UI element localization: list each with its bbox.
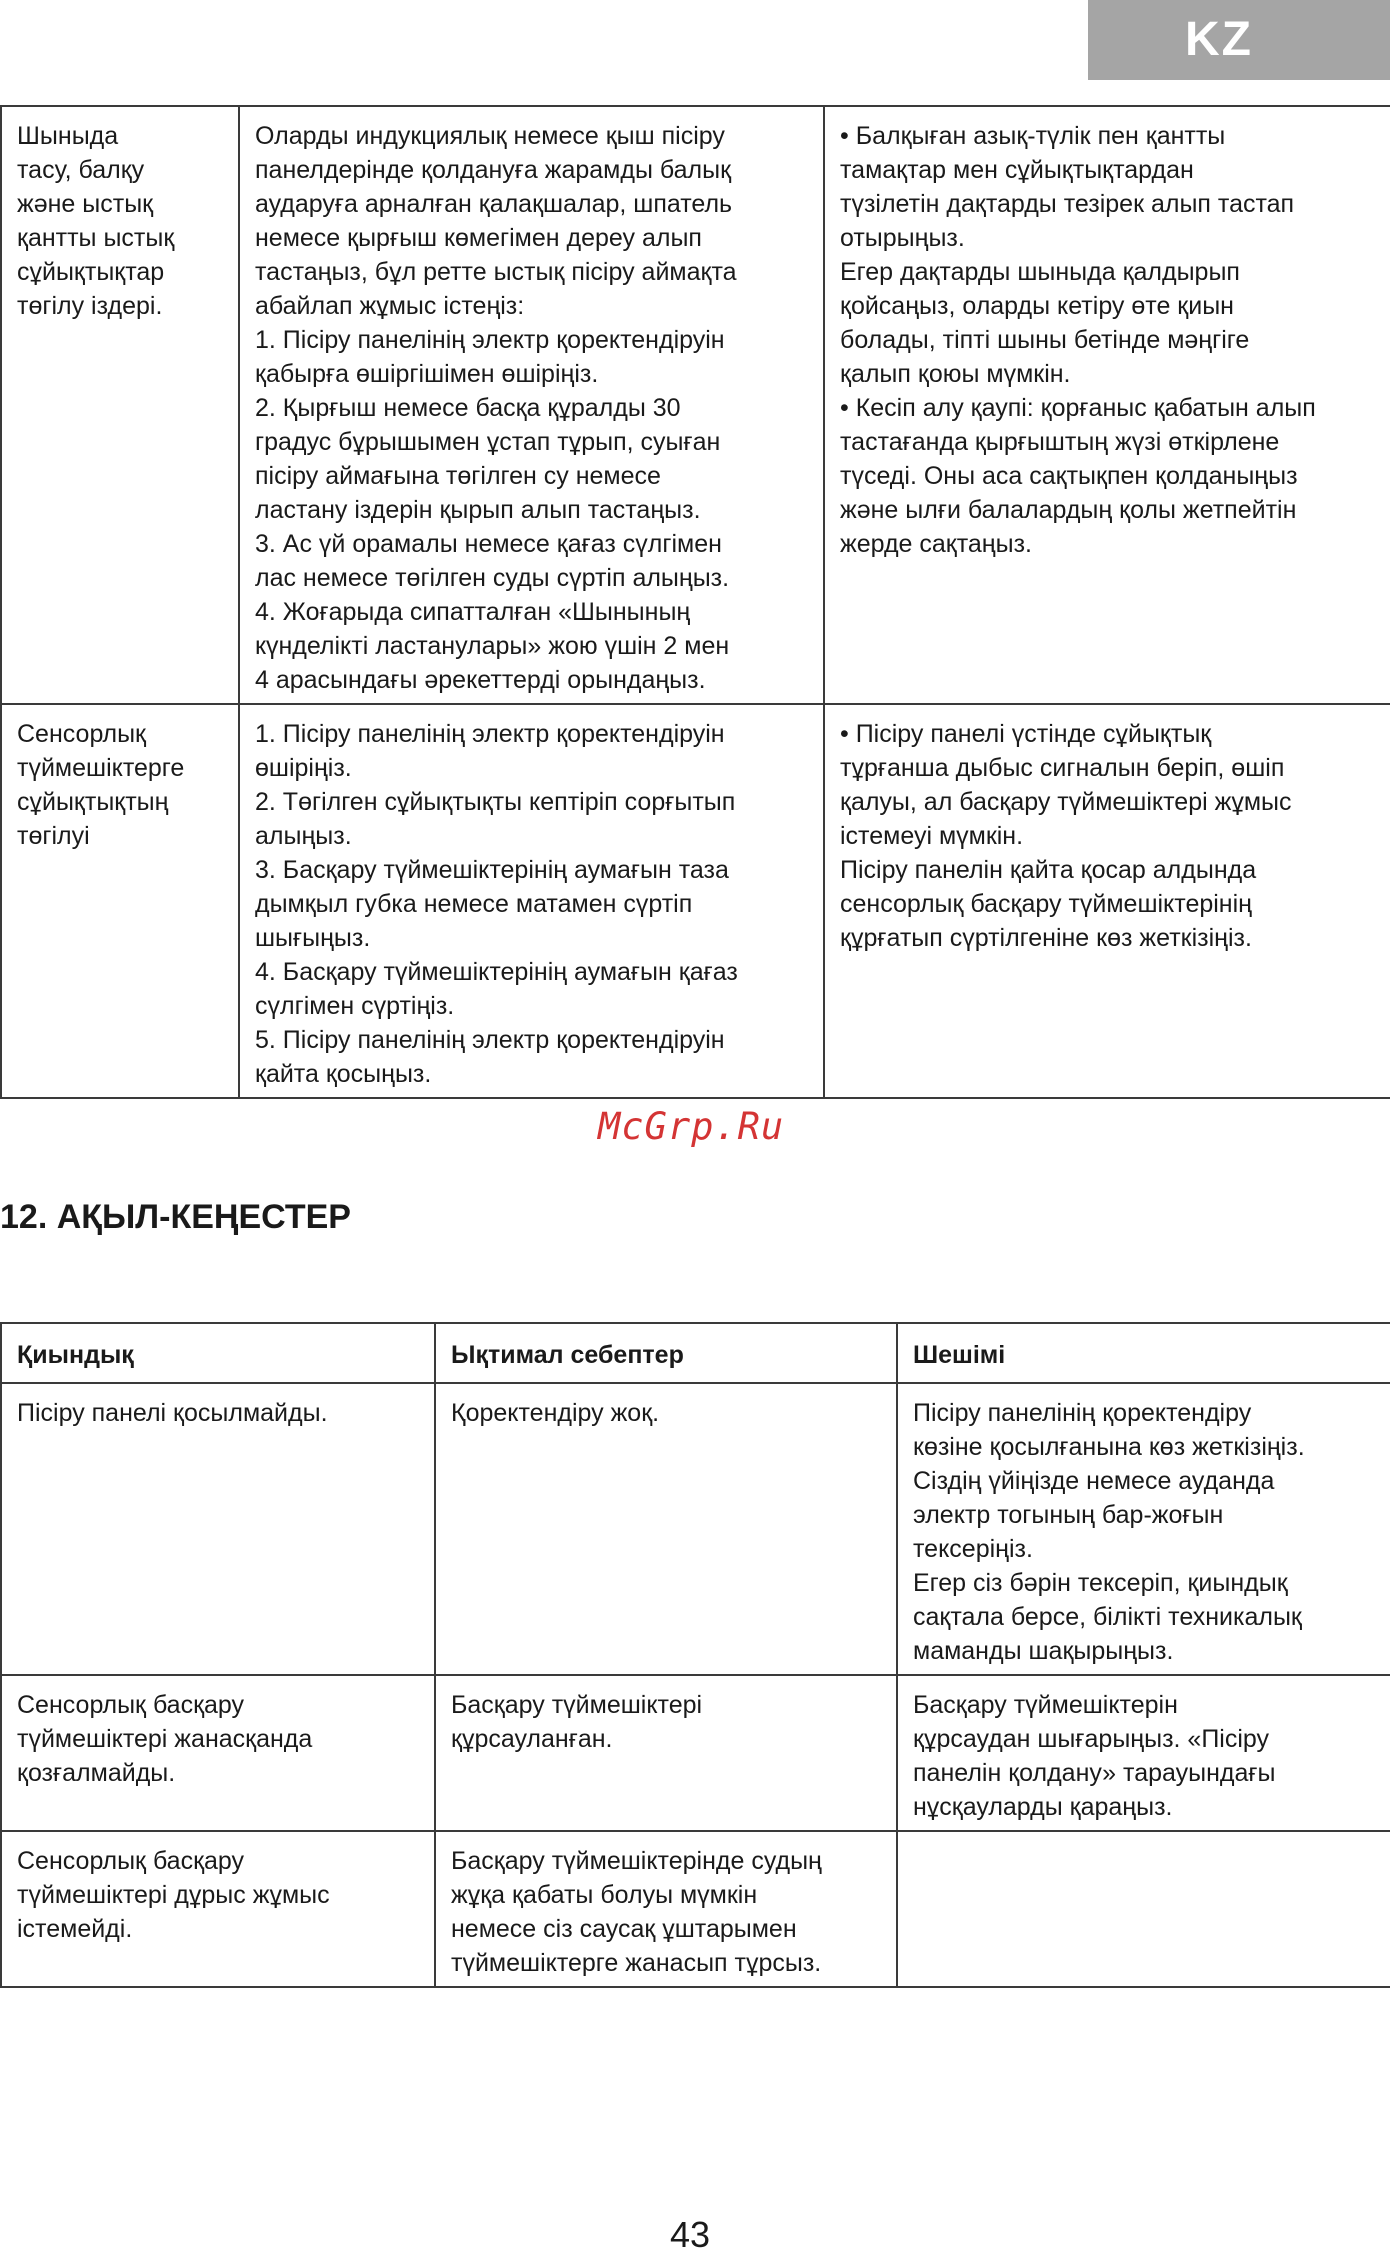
text-line: құрсауланған. bbox=[451, 1725, 613, 1753]
text-line: шығыңыз. bbox=[255, 924, 371, 952]
text-line: тастағанда қырғыштың жүзі өткірлене bbox=[840, 428, 1280, 456]
text-line: қалуы, ал басқару түймешіктері жұмыс bbox=[840, 788, 1292, 816]
text-line: электр тогының бар-жоғын bbox=[913, 1501, 1224, 1529]
text-line: қайта қосыңыз. bbox=[255, 1060, 432, 1088]
problem-cell bbox=[1, 1831, 435, 1987]
text-line: сенсорлық басқару түймешіктерінің bbox=[840, 890, 1252, 918]
text-line: сақтала берсе, білікті техникалық bbox=[913, 1603, 1302, 1631]
text-line: немесе қырғыш көмегімен дереу алып bbox=[255, 224, 702, 252]
text-line: қозғалмайды. bbox=[17, 1759, 176, 1787]
text-line: пісіру аймағына төгілген су немесе bbox=[255, 462, 661, 490]
text-line: Басқару түймешіктерінде судың bbox=[451, 1847, 822, 1875]
text-line: тексеріңіз. bbox=[913, 1535, 1033, 1563]
cause-cell bbox=[435, 1383, 897, 1675]
text-line: немесе сіз саусақ ұштарымен bbox=[451, 1915, 797, 1943]
text-line: тамақтар мен сұйықтықтардан bbox=[840, 156, 1194, 184]
column-header-problem: Қиындық bbox=[1, 1323, 435, 1383]
text-line: Сенсорлық bbox=[17, 720, 146, 748]
text-line: және ыстық bbox=[17, 190, 154, 218]
page-number: 43 bbox=[670, 2214, 711, 2255]
text-line: түймешіктері дұрыс жұмыс bbox=[17, 1881, 330, 1909]
problem-cell bbox=[1, 1675, 435, 1831]
section-title: 12. АҚЫЛ-КЕҢЕСТЕР bbox=[0, 1198, 351, 1236]
column-header-cause: Ықтимал себептер bbox=[435, 1323, 897, 1383]
table-row bbox=[1, 106, 1390, 704]
text-line: панелдерінде қолдануға жарамды балық bbox=[255, 156, 732, 184]
note-cell bbox=[824, 106, 1390, 704]
table-row bbox=[1, 1831, 1390, 1987]
troubleshooting-table bbox=[0, 1322, 1390, 1988]
text-line: 3. Басқару түймешіктерінің аумағын таза bbox=[255, 856, 729, 884]
text-line: маманды шақырыңыз. bbox=[913, 1637, 1174, 1665]
text-line: Басқару түймешіктері bbox=[451, 1691, 703, 1719]
table-row bbox=[1, 1383, 1390, 1675]
text-line: түзілетін дақтарды тезірек алып тастап bbox=[840, 190, 1295, 218]
action-cell bbox=[239, 704, 824, 1098]
text-line: сүлгімен сүртіңіз. bbox=[255, 992, 455, 1020]
text-line: нұсқауларды қараңыз. bbox=[913, 1793, 1173, 1821]
solution-cell bbox=[897, 1675, 1390, 1831]
text-line: Егер дақтарды шыныда қалдырып bbox=[840, 258, 1240, 286]
text-line: төгілу іздері. bbox=[17, 292, 163, 320]
text-line: 3. Ас үй орамалы немесе қағаз сүлгімен bbox=[255, 530, 722, 558]
text-line: төгілуі bbox=[17, 822, 90, 850]
text-line: отырыңыз. bbox=[840, 224, 965, 252]
text-line: Сіздің үйіңізде немесе ауданда bbox=[913, 1467, 1275, 1495]
text-line: болады, тіпті шыны бетінде мәңгіге bbox=[840, 326, 1250, 354]
text-line: өшіріңіз. bbox=[255, 754, 352, 782]
text-line: күнделікті ластанулары» жою үшін 2 мен bbox=[255, 632, 730, 660]
text-line: құрғатып сүртілгеніне көз жеткізіңіз. bbox=[840, 924, 1252, 952]
text-line: қабырға өшіргішімен өшіріңіз. bbox=[255, 360, 599, 388]
watermark: McGrp.Ru bbox=[598, 1105, 785, 1148]
problem-cell bbox=[1, 106, 239, 704]
text-line: 2. Қырғыш немесе басқа құралды 30 bbox=[255, 394, 681, 422]
solution-cell bbox=[897, 1831, 1390, 1987]
text-line: түседі. Оны аса сақтықпен қолданыңыз bbox=[840, 462, 1298, 490]
text-line: сұйықтықтар bbox=[17, 258, 165, 286]
text-line: түймешіктері жанасқанда bbox=[17, 1725, 313, 1753]
cleaning-table bbox=[0, 105, 1390, 1099]
text-line: • Пісіру панелі үстінде сұйықтық bbox=[840, 720, 1212, 748]
text-line: ластану іздерін қырып алып тастаңыз. bbox=[255, 496, 701, 524]
text-line: 5. Пісіру панелінің электр қоректендіруін bbox=[255, 1026, 725, 1054]
text-line: сұйықтықтың bbox=[17, 788, 169, 816]
text-line: істемейді. bbox=[17, 1915, 133, 1943]
text-line: абайлап жұмыс істеңіз: bbox=[255, 292, 525, 320]
text-line: Пісіру панелін қайта қосар алдында bbox=[840, 856, 1257, 884]
cause-cell bbox=[435, 1831, 897, 1987]
text-line: жұқа қабаты болуы мүмкін bbox=[451, 1881, 758, 1909]
text-line: көзіне қосылғанына көз жеткізіңіз. bbox=[913, 1433, 1305, 1461]
text-line: лас немесе төгілген суды сүртіп алыңыз. bbox=[255, 564, 730, 592]
text-line: панелін қолдану» тарауындағы bbox=[913, 1759, 1276, 1787]
text-line: Сенсорлық басқару bbox=[17, 1847, 245, 1875]
text-line: тұрғанша дыбыс сигналын беріп, өшіп bbox=[840, 754, 1285, 782]
text-line: түймешіктерге жанасып тұрсыз. bbox=[451, 1949, 822, 1977]
text-line: Егер сіз бәрін тексеріп, қиындық bbox=[913, 1569, 1288, 1597]
text-line: аударуға арналған қалақшалар, шпатель bbox=[255, 190, 733, 218]
column-header-solution: Шешімі bbox=[897, 1323, 1390, 1383]
text-line: • Балқыған азық-түлік пен қантты bbox=[840, 122, 1226, 150]
text-line: Сенсорлық басқару bbox=[17, 1691, 245, 1719]
problem-cell bbox=[1, 704, 239, 1098]
table-header-row bbox=[1, 1323, 1390, 1383]
text-line: қантты ыстық bbox=[17, 224, 175, 252]
text-line: және ылғи балалардың қолы жетпейтін bbox=[840, 496, 1297, 524]
text-line: • Кесіп алу қаупі: қорғаныс қабатын алып bbox=[840, 394, 1316, 422]
text-line: Пісіру панелі қосылмайды. bbox=[17, 1399, 328, 1427]
text-line: істемеуі мүмкін. bbox=[840, 822, 1024, 850]
action-cell bbox=[239, 106, 824, 704]
cause-cell bbox=[435, 1675, 897, 1831]
table-row bbox=[1, 704, 1390, 1098]
text-line: түймешіктерге bbox=[17, 754, 185, 782]
text-line: қойсаңыз, оларды кетіру өте қиын bbox=[840, 292, 1234, 320]
table-row bbox=[1, 1675, 1390, 1831]
text-line: 4 арасындағы әрекеттерді орындаңыз. bbox=[255, 666, 706, 694]
text-line: алыңыз. bbox=[255, 822, 352, 850]
text-line: жерде сақтаңыз. bbox=[840, 530, 1032, 558]
text-line: Оларды индукциялық немесе қыш пісіру bbox=[255, 122, 725, 150]
text-line: 1. Пісіру панелінің электр қоректендіруін bbox=[255, 720, 725, 748]
text-line: 1. Пісіру панелінің электр қоректендіруін bbox=[255, 326, 725, 354]
text-line: қалып қоюы мүмкін. bbox=[840, 360, 1071, 388]
text-line: Шыныда bbox=[17, 122, 119, 150]
text-line: Қоректендіру жоқ. bbox=[451, 1399, 660, 1427]
solution-cell bbox=[897, 1383, 1390, 1675]
text-line: Басқару түймешіктерін bbox=[913, 1691, 1178, 1719]
text-line: Пісіру панелінің қоректендіру bbox=[913, 1399, 1252, 1427]
text-line: 2. Төгілген сұйықтықты кептіріп сорғытып bbox=[255, 788, 736, 816]
text-line: құрсаудан шығарыңыз. «Пісіру bbox=[913, 1725, 1270, 1753]
text-line: дымқыл губка немесе матамен сүртіп bbox=[255, 890, 693, 918]
text-line: 4. Жоғарыда сипатталған «Шынының bbox=[255, 598, 691, 626]
text-line: тастаңыз, бұл ретте ыстық пісіру аймақта bbox=[255, 258, 737, 286]
note-cell bbox=[824, 704, 1390, 1098]
text-line: тасу, балқу bbox=[17, 156, 145, 184]
language-badge: KZ bbox=[1088, 0, 1390, 80]
text-line: градус бұрышымен ұстап тұрып, суыған bbox=[255, 428, 721, 456]
problem-cell bbox=[1, 1383, 435, 1675]
text-line: 4. Басқару түймешіктерінің аумағын қағаз bbox=[255, 958, 738, 986]
